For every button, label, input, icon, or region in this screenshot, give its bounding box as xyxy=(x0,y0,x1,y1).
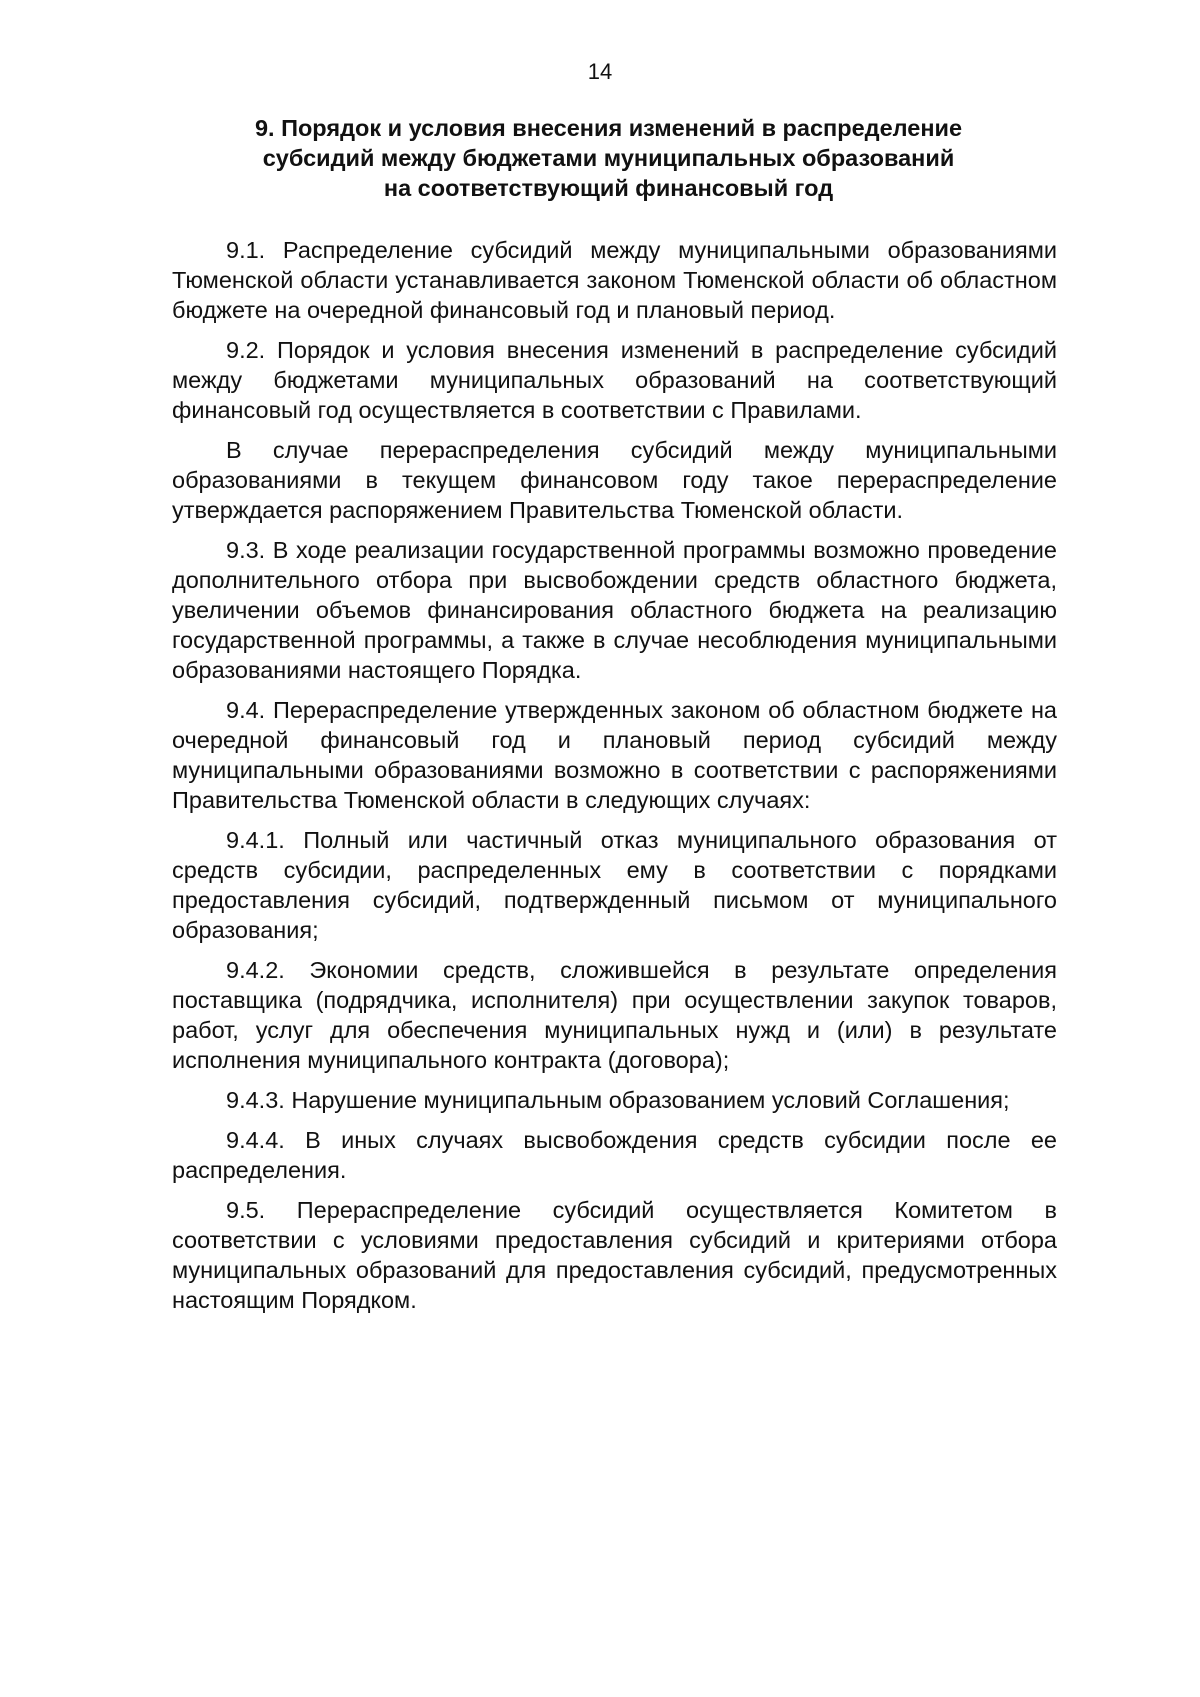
section-heading-line: на соответствующий финансовый год xyxy=(383,175,834,201)
paragraph-9-3: 9.3. В ходе реализации государственной программы возможно проведение дополнительного отбора при высвобождении средств областного бюджета, увеличении объемов финансирования областного бюджета на реализацию государственной программы, а также в случае несоблюдения муниципальными образованиями настоящего Порядка. xyxy=(172,537,1057,683)
page-number: 14 xyxy=(587,59,613,84)
section-heading xyxy=(160,113,1057,203)
paragraph-9-2-redistribution: В случае перераспределения субсидий между муниципальными образованиями в текущем финансовом году такое перераспределение утверждается распоряжением Правительства Тюменской области. xyxy=(172,437,1057,523)
section-body xyxy=(172,235,1057,1325)
paragraph-9-5: 9.5. Перераспределение субсидий осуществляется Комитетом в соответствии с условиями предоставления субсидий и критериями отбора муниципальных образований для предоставления субсидий, предусмотренных настоящим Порядком. xyxy=(172,1197,1057,1313)
paragraph-9-4: 9.4. Перераспределение утвержденных законом об областном бюджете на очередной финансовый год и плановый период субсидий между муниципальными образованиями возможно в соответствии с распоряжениями Правительства Тюменской области в следующих случаях: xyxy=(172,697,1057,813)
section-heading-line: 9. Порядок и условия внесения изменений в распределение xyxy=(254,115,963,141)
section-heading-line: субсидий между бюджетами муниципальных образований xyxy=(262,145,955,171)
paragraph-9-4-1: 9.4.1. Полный или частичный отказ муниципального образования от средств субсидии, распределенных ему в соответствии с порядками предоставления субсидий, подтвержденный письмом от муниципального образования; xyxy=(172,827,1057,943)
paragraph-9-2: 9.2. Порядок и условия внесения изменений в распределение субсидий между бюджетами муниципальных образований на соответствующий финансовый год осуществляется в соответствии с Правилами. xyxy=(172,337,1057,423)
paragraph-9-4-2: 9.4.2. Экономии средств, сложившейся в результате определения поставщика (подрядчика, исполнителя) при осуществлении закупок товаров, работ, услуг для обеспечения муниципальных нужд и (или) в результате исполнения муниципального контракта (договора); xyxy=(172,957,1057,1073)
paragraph-9-4-4: 9.4.4. В иных случаях высвобождения средств субсидии после ее распределения. xyxy=(172,1127,1057,1183)
paragraph-9-1: 9.1. Распределение субсидий между муниципальными образованиями Тюменской области устанавливается законом Тюменской области об областном бюджете на очередной финансовый год и плановый период. xyxy=(172,237,1057,323)
paragraph-9-4-3: 9.4.3. Нарушение муниципальным образованием условий Соглашения; xyxy=(226,1087,1010,1113)
